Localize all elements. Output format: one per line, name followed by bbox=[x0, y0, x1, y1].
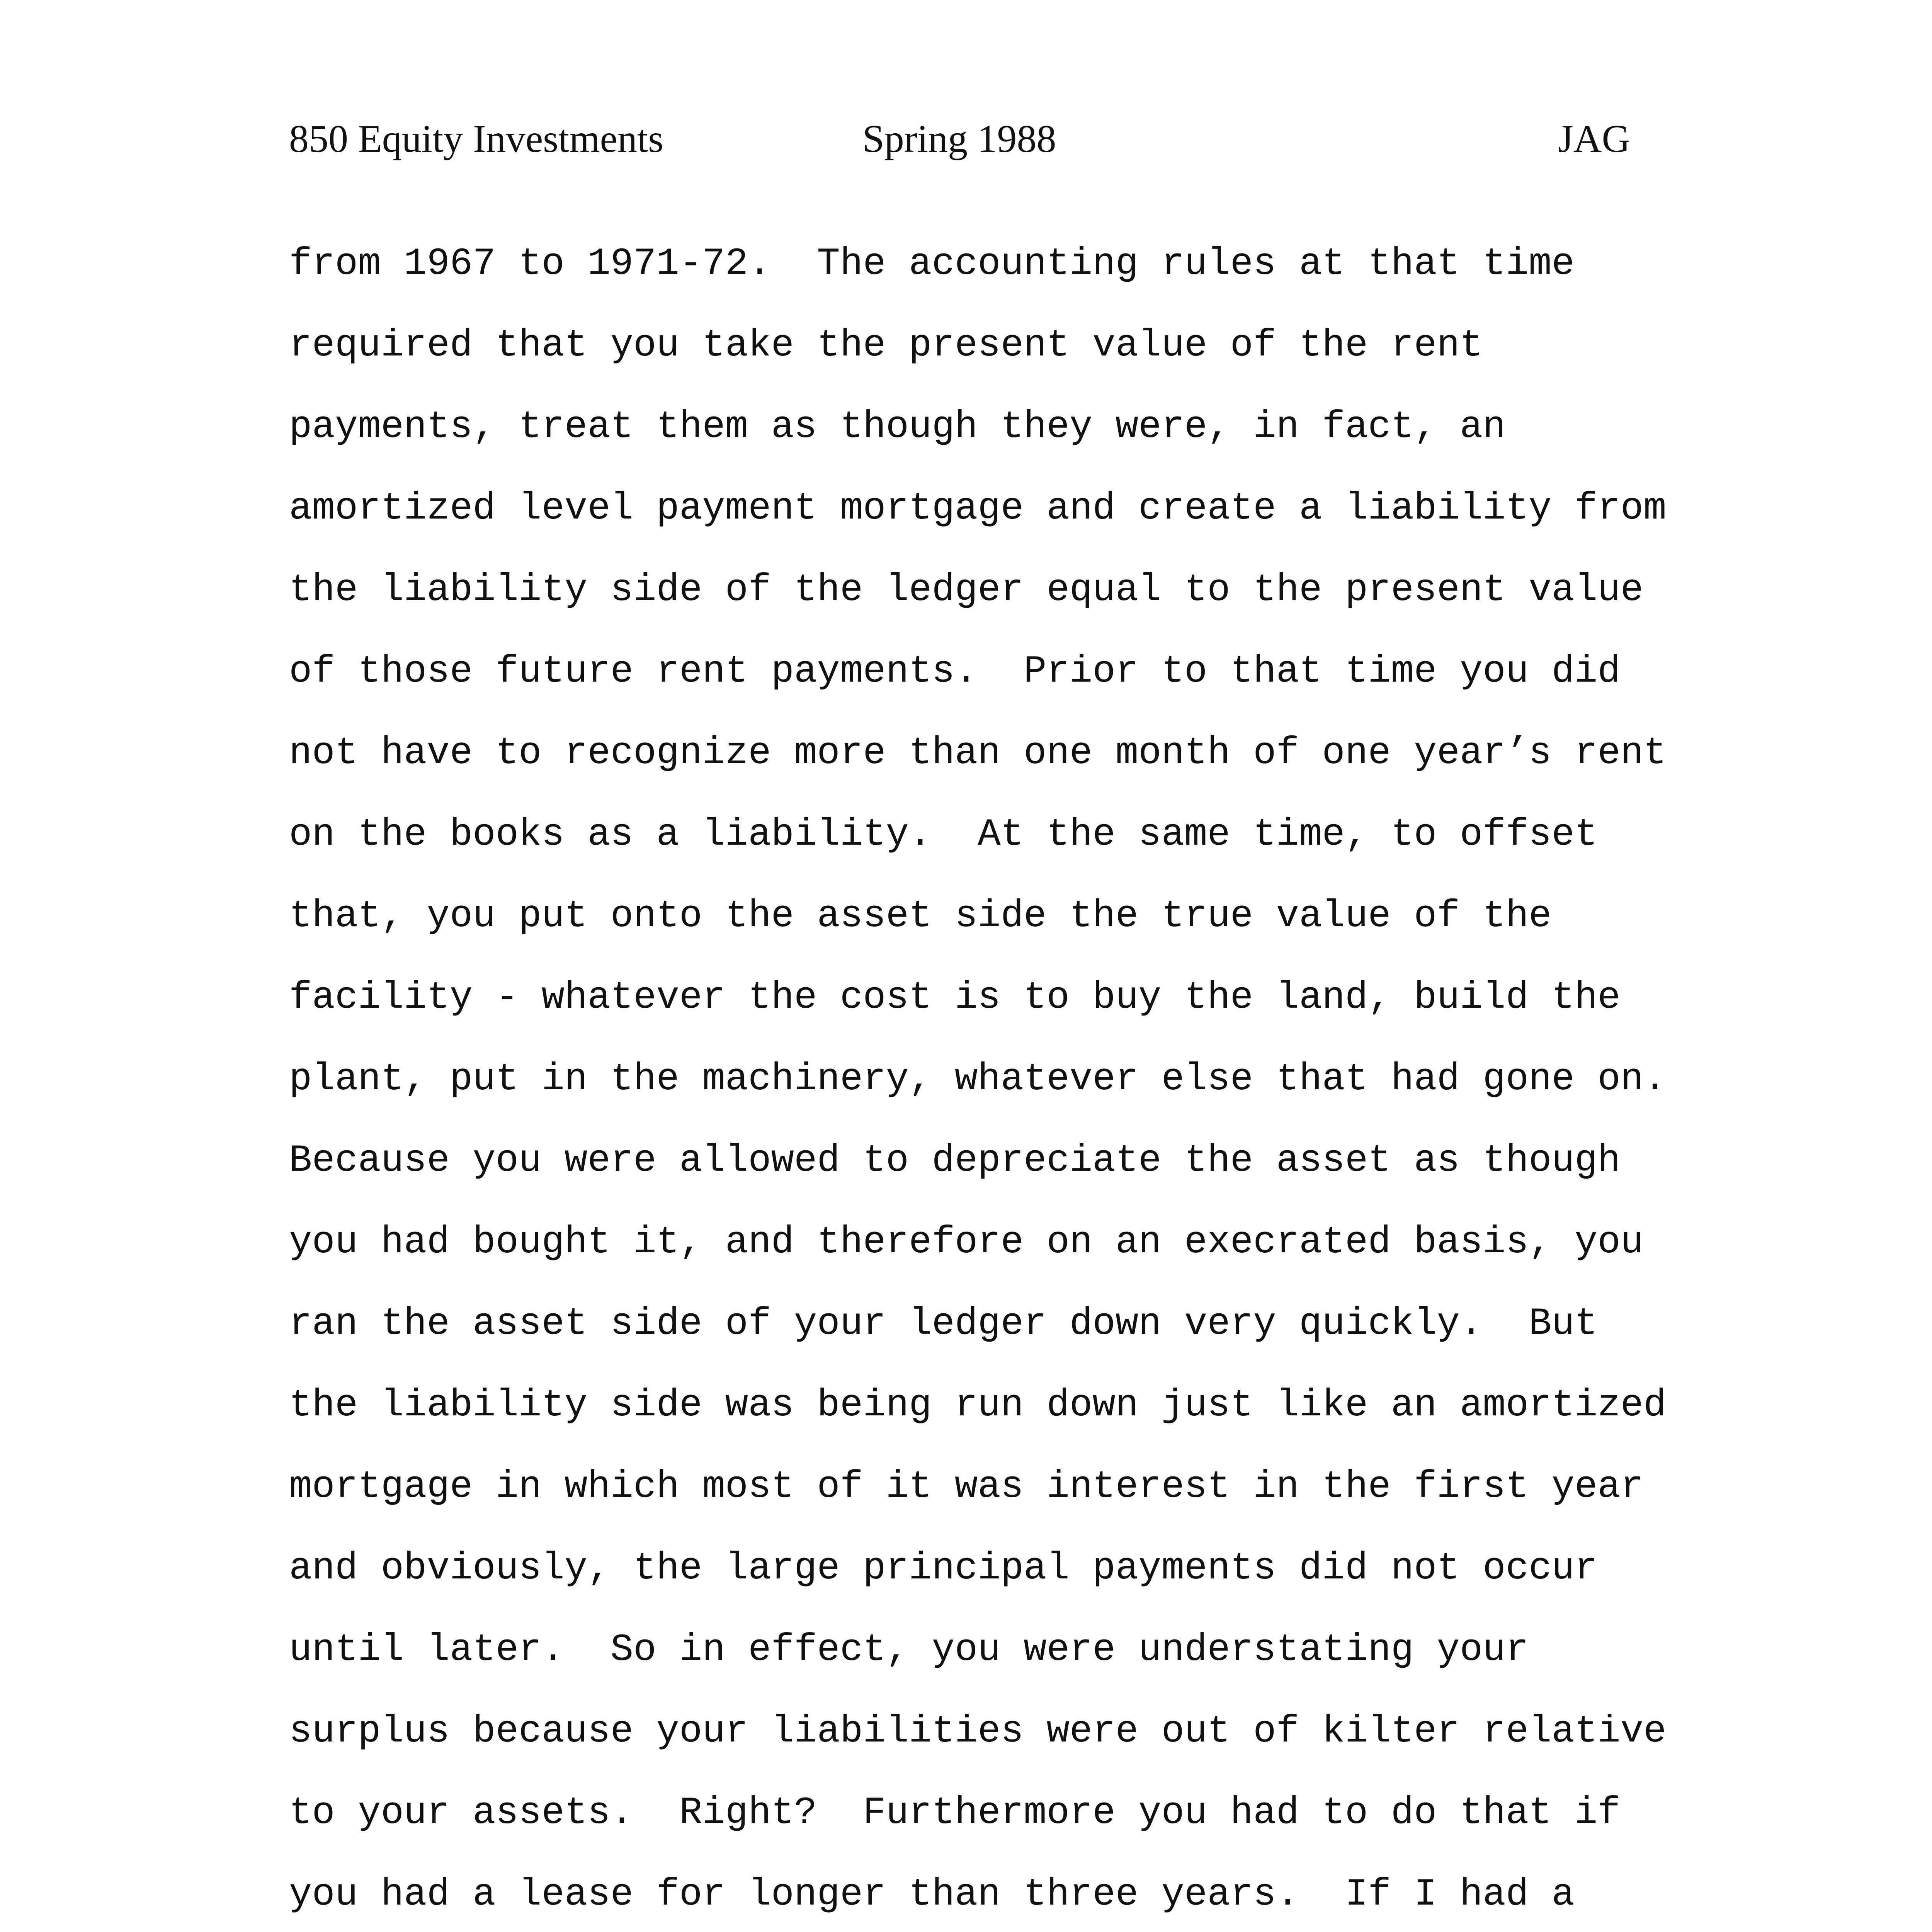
text-line: you had a lease for longer than three years. If I had a bbox=[289, 1873, 1575, 1916]
text-line: to your assets. Right? Furthermore you had to do that if bbox=[289, 1791, 1621, 1835]
course-title: 850 Equity Investments bbox=[289, 117, 663, 161]
text-line: of those future rent payments. Prior to that time you did bbox=[289, 650, 1621, 693]
text-line: until later. So in effect, you were understating your bbox=[289, 1628, 1529, 1672]
text-line: from 1967 to 1971-72. The accounting rules at that time bbox=[289, 242, 1575, 286]
text-line: required that you take the present value of the rent bbox=[289, 324, 1483, 367]
text-line: ran the asset side of your ledger down very quickly. But bbox=[289, 1302, 1598, 1345]
text-line: that, you put onto the asset side the true value of the bbox=[289, 895, 1552, 938]
text-line: mortgage in which most of it was interest in the first year bbox=[289, 1465, 1644, 1509]
transcript-body bbox=[289, 223, 1719, 1932]
author-initials: JAG bbox=[1558, 117, 1631, 161]
term-label: Spring 1988 bbox=[862, 117, 1056, 161]
text-line: payments, treat them as though they were, in fact, an bbox=[289, 405, 1506, 449]
text-line: facility - whatever the cost is to buy the land, build the bbox=[289, 976, 1621, 1019]
text-line: on the books as a liability. At the same time, to offset bbox=[289, 813, 1598, 856]
text-line: and obviously, the large principal payments did not occur bbox=[289, 1547, 1598, 1590]
text-line: Because you were allowed to depreciate the asset as though bbox=[289, 1139, 1621, 1182]
text-line: the liability side of the ledger equal to the present value bbox=[289, 568, 1644, 612]
page-header bbox=[0, 112, 1932, 166]
text-line: amortized level payment mortgage and create a liability from bbox=[289, 487, 1667, 530]
text-line: you had bought it, and therefore on an execrated basis, you bbox=[289, 1221, 1644, 1264]
text-line: surplus because your liabilities were out of kilter relative bbox=[289, 1710, 1667, 1753]
text-line: not have to recognize more than one month of one year’s rent bbox=[289, 731, 1667, 775]
text-line: plant, put in the machinery, whatever else that had gone on. bbox=[289, 1058, 1667, 1101]
text-line: the liability side was being run down just like an amortized bbox=[289, 1384, 1667, 1427]
